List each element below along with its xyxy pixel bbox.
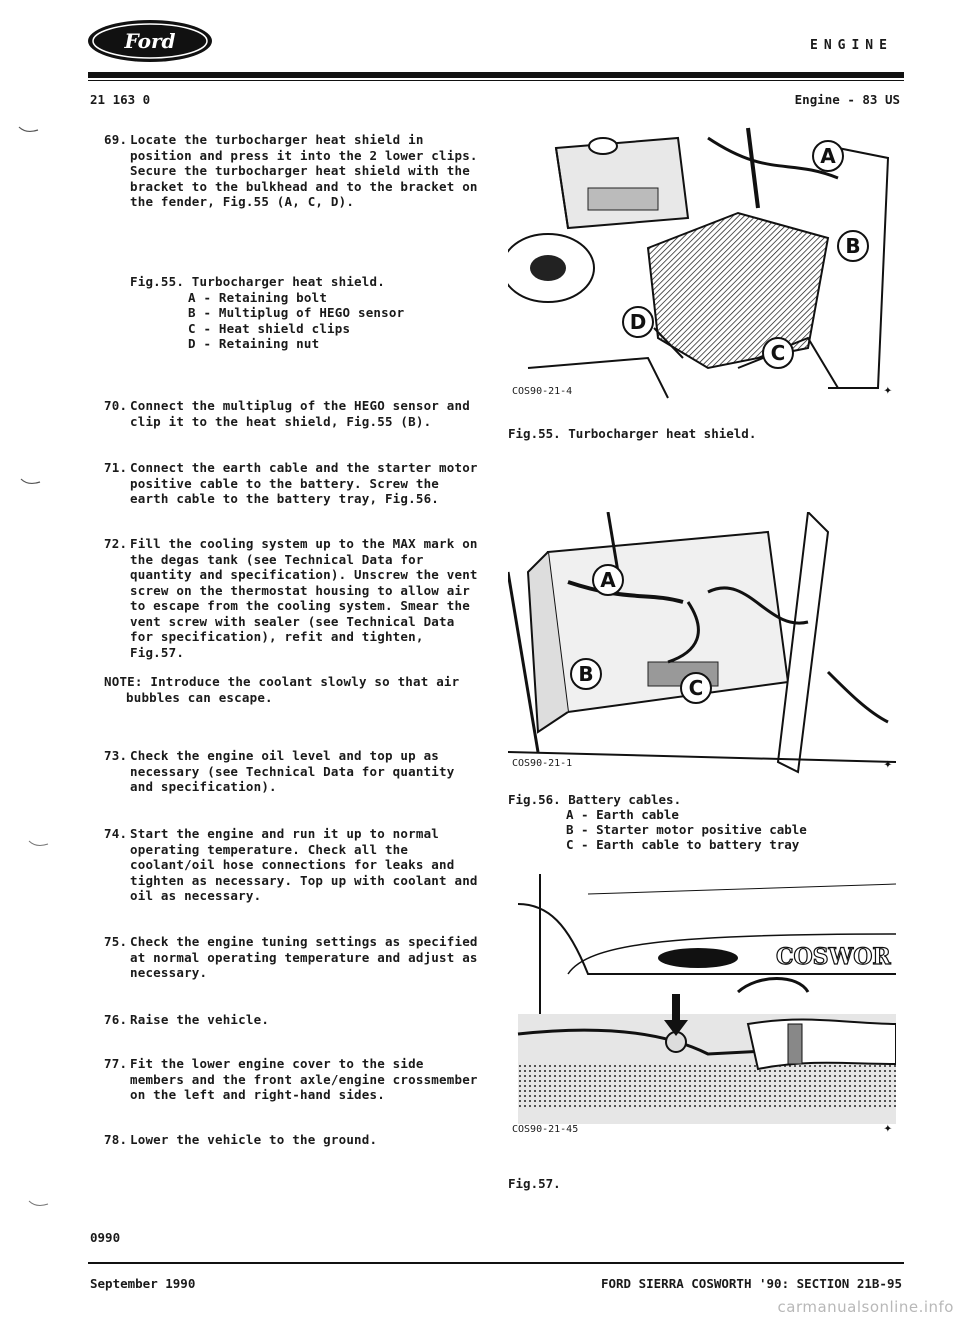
watermark: carmanualsonline.info: [777, 1298, 954, 1316]
fig56-caption: [508, 792, 807, 852]
legend-item: A - Earth cable: [566, 807, 679, 822]
svg-text:✦: ✦: [883, 756, 892, 772]
svg-text:C: C: [770, 341, 786, 365]
fig55-legend: [130, 274, 470, 352]
step-text: Check the engine tuning settings as specified at normal operating temperature and adjust as necessary.: [130, 934, 478, 980]
step-71: [104, 460, 484, 507]
step-text: Connect the earth cable and the starter motor positive cable to the battery. Screw the earth cable to the battery tray, Fig.56.: [130, 460, 478, 506]
step-70: [104, 398, 484, 429]
step-78: [104, 1132, 484, 1148]
step-69: [104, 132, 484, 210]
callout-a: [593, 565, 623, 595]
step-text: Fit the lower engine cover to the side members and the front axle/engine crossmember on the left and right-hand sides.: [130, 1056, 478, 1102]
svg-text:✦: ✦: [883, 1120, 892, 1136]
step-number: 73.: [104, 748, 128, 763]
fig56-illustration: [508, 512, 896, 774]
section-heading: ENGINE: [810, 38, 893, 53]
footer-section: FORD SIERRA COSWORTH '90: SECTION 21B-95: [600, 1276, 902, 1291]
legend-item: C - Earth cable to battery tray: [566, 837, 800, 852]
fig56-caption-title: Fig.56. Battery cables.: [508, 792, 682, 807]
note-block: [104, 674, 484, 705]
step-74: [104, 826, 484, 904]
step-76: [104, 1012, 484, 1028]
legend-item: B - Starter motor positive cable: [566, 822, 807, 837]
svg-text:B: B: [578, 662, 594, 686]
step-text: Locate the turbocharger heat shield in position and press it into the 2 lower clips. Secure the turbocharger heat shield with the bracket to the bulkhead and to the bracket on the fender, Fig.55 (A, C, D).: [130, 132, 478, 209]
legend-item: D - Retaining nut: [188, 336, 320, 351]
step-number: 69.: [104, 132, 128, 147]
step-number: 70.: [104, 398, 128, 413]
header-rule-thin: [88, 80, 904, 81]
callout-b: [571, 659, 601, 689]
fig55-caption: Fig.55. Turbocharger heat shield.: [508, 426, 757, 441]
step-number: 75.: [104, 934, 128, 949]
fig57-caption: Fig.57.: [508, 1176, 561, 1191]
fig55-code: COS90-21-4: [512, 386, 573, 397]
callout-d: [623, 307, 653, 337]
step-number: 77.: [104, 1056, 128, 1071]
cosworth-badge: COSWOR: [776, 944, 891, 970]
footer-rule: [88, 1262, 904, 1264]
legend-item: B - Multiplug of HEGO sensor: [188, 305, 405, 320]
step-75: [104, 934, 484, 981]
step-text: Check the engine oil level and top up as necessary (see Technical Data for quantity and specification).: [130, 748, 455, 794]
callout-c: [681, 673, 711, 703]
step-number: 71.: [104, 460, 128, 475]
margin-mark: [28, 1200, 50, 1210]
fig55-illustration: [508, 118, 896, 402]
legend-item: A - Retaining bolt: [188, 289, 328, 305]
margin-mark: [18, 126, 40, 136]
header-rule: [88, 72, 904, 78]
fig56-code: COS90-21-1: [512, 758, 573, 769]
step-text: Fill the cooling system up to the MAX mark on the degas tank (see Technical Data for quantity and specification). Unscrew the vent screw on the thermostat housing to allow air to escape from the cooling system. Smear the vent screw with sealer (see Technical Data for specification), refit and tighten, Fig.57.: [130, 536, 478, 660]
step-72: [104, 536, 484, 660]
callout-b: [838, 231, 868, 261]
fig55-legend-title: Fig.55. Turbocharger heat shield.: [130, 274, 385, 289]
step-number: 72.: [104, 536, 128, 551]
svg-text:B: B: [845, 234, 861, 258]
step-text: Raise the vehicle.: [130, 1012, 270, 1027]
step-77: [104, 1056, 484, 1103]
callout-a: [813, 141, 843, 171]
step-text: Lower the vehicle to the ground.: [130, 1132, 378, 1147]
step-number: 78.: [104, 1132, 128, 1147]
svg-text:A: A: [820, 144, 836, 168]
step-text: Start the engine and run it up to normal operating temperature. Check all the coolant/oil hose connections for leaks and tighten as necessary. Top up with coolant and oil as necessary.: [130, 826, 478, 903]
fig57-illustration: [508, 874, 896, 1136]
step-text: Connect the multiplug of the HEGO sensor and clip it to the heat shield, Fig.55 (B).: [130, 398, 470, 429]
svg-text:C: C: [688, 676, 704, 700]
svg-text:D: D: [629, 310, 647, 334]
step-number: 74.: [104, 826, 128, 841]
page-code: 0990: [90, 1230, 121, 1245]
step-number: 76.: [104, 1012, 128, 1027]
svg-text:A: A: [600, 568, 616, 592]
note-text: NOTE: Introduce the coolant slowly so that air bubbles can escape.: [104, 674, 460, 705]
callout-c: [763, 338, 793, 368]
ford-logo-text: Ford: [124, 29, 176, 53]
footer-date: September 1990: [90, 1276, 196, 1291]
fig57-code: COS90-21-45: [512, 1124, 579, 1135]
margin-mark: [28, 840, 50, 850]
svg-text:✦: ✦: [883, 382, 892, 398]
ford-logo: [86, 18, 214, 64]
margin-mark: [20, 478, 42, 488]
legend-item: C - Heat shield clips: [188, 320, 351, 336]
step-73: [104, 748, 484, 795]
model-label: Engine - 83 US: [794, 92, 900, 107]
document-number: 21 163 0: [90, 92, 151, 107]
